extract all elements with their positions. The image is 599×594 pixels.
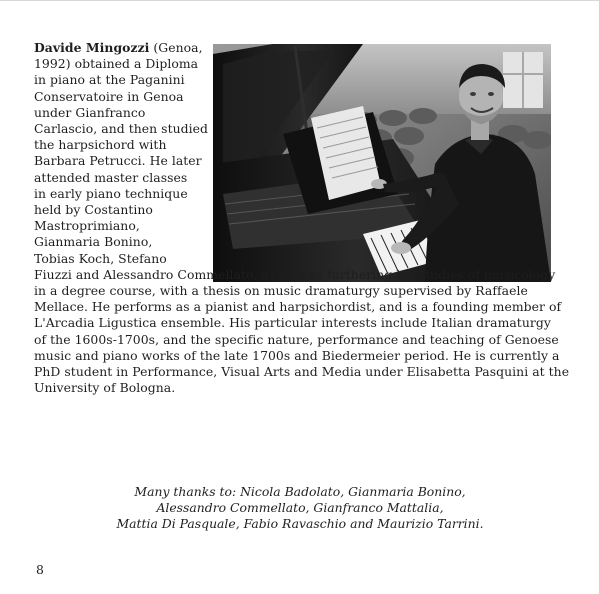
bio-line-1-rest: (Genoa, (149, 40, 203, 55)
bio-line: University of Bologna. (34, 380, 176, 396)
bio-line: Gianmaria Bonino, (34, 234, 153, 250)
bio-line: in piano at the Paganini (34, 72, 185, 88)
acknowledgements (90, 484, 510, 533)
thanks-line: Many thanks to: Nicola Badolato, Gianmaria Bonino, (134, 484, 466, 499)
bio-line: PhD student in Performance, Visual Arts and Media under Elisabetta Pasquini at the (34, 364, 570, 380)
bio-line: under Gianfranco (34, 104, 146, 120)
bio-line: Fiuzzi and Alessandro Commellato, as well as furthering his studies of musicology (34, 266, 556, 282)
thanks-line: Mattia Di Pasquale, Fabio Ravaschio and Maurizio Tarrini. (116, 516, 484, 532)
bio-line: in early piano technique (34, 185, 188, 201)
bio-line: Tobias Koch, Stefano (34, 250, 167, 266)
biography-text (34, 40, 570, 396)
thanks-line: Alessandro Commellato, Gianfranco Mattalia, (156, 500, 444, 516)
bio-line: Carlascio, and then studied (34, 121, 209, 137)
bio-line: Mastroprimiano, (34, 218, 140, 234)
bio-line: Mellace. He performs as a pianist and harpsichordist, and is a founding member of (34, 299, 562, 315)
bio-line: Conservatoire in Genoa (34, 88, 184, 104)
bio-line: Barbara Petrucci. He later (34, 153, 202, 169)
bio-name: Davide Mingozzi (34, 40, 150, 55)
bio-line: L'Arcadia Ligustica ensemble. His particular interests include Italian dramaturgy (34, 315, 551, 331)
bio-line: 1992) obtained a Diploma (34, 56, 199, 72)
bio-line: held by Costantino (34, 202, 153, 218)
bio-line: music and piano works of the late 1700s and Biedermeier period. He is currently a (34, 347, 560, 363)
bio-line-1 (34, 40, 546, 56)
page-number: 8 (36, 562, 44, 577)
bio-line: attended master classes (34, 169, 188, 185)
bio-line: in a degree course, with a thesis on music dramaturgy supervised by Raffaele (34, 283, 528, 299)
bio-line: of the 1600s-1700s, and the specific nature, performance and teaching of Genoese (34, 331, 559, 347)
bio-line: the harpsichord with (34, 137, 167, 153)
